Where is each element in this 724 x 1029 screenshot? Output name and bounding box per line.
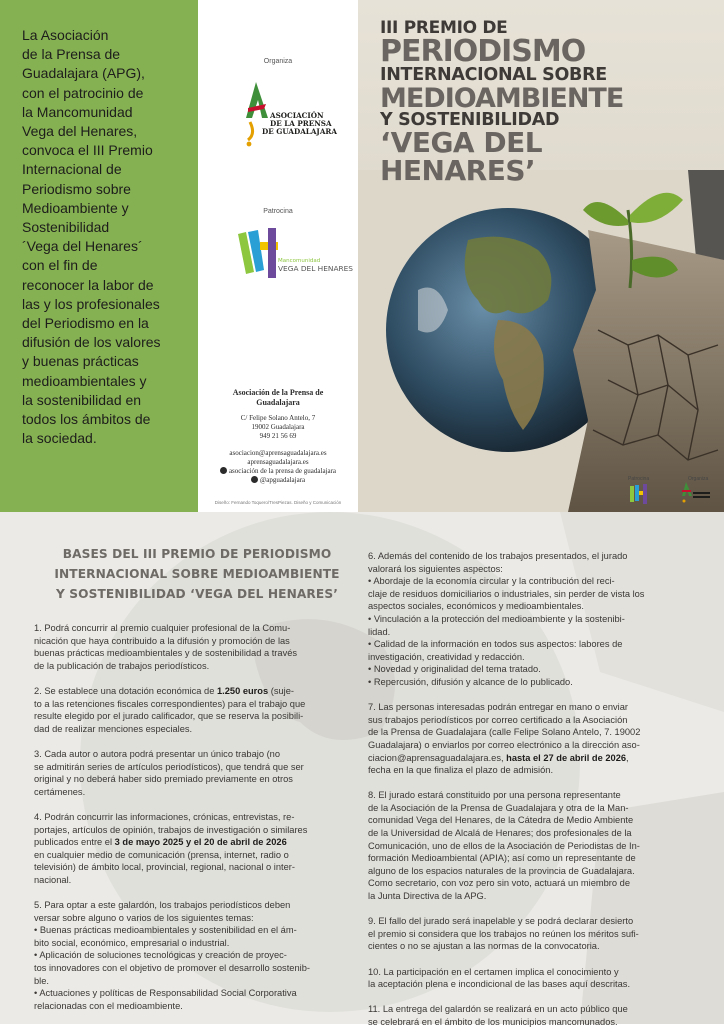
text-run: (suje-	[268, 685, 294, 696]
list-item: • Novedad y originalidad del tema tratado.	[368, 664, 541, 675]
text-line: 4. Podrán concurrir las informaciones, crónicas, entrevistas, re-	[34, 811, 295, 822]
vh-logo-text: VEGA DEL HENARES	[278, 264, 353, 273]
base-3	[34, 748, 354, 798]
email-link[interactable]: asociacion@aprensaguadalajara.es	[229, 449, 327, 457]
text-line: 11. La entrega del galardón se realizará en un acto público que	[368, 1004, 628, 1015]
intro-line: reconocer la labor de	[22, 276, 154, 293]
brochure-front	[0, 0, 724, 512]
poster-panel	[358, 0, 724, 512]
base-8	[368, 789, 692, 902]
intro-line: todos los ámbitos de	[22, 411, 151, 428]
intro-line: del Periodismo en la	[22, 315, 149, 332]
text-line: fecha en la que finaliza el plazo de admisión.	[368, 765, 554, 776]
organiza-label: Organiza	[263, 58, 293, 65]
intro-line: difusión de los valores	[22, 334, 161, 351]
prize-amount: 1.250 euros	[216, 685, 269, 696]
patrocina-label: Patrocina	[263, 208, 293, 215]
list-item: • Repercusión, difusión y alcance de lo publicado.	[368, 676, 573, 687]
base-11	[368, 1003, 692, 1028]
text-run: publicados entre el	[34, 837, 115, 848]
text-line: 6. Además del contenido de los trabajos presentados, el jurado	[368, 551, 628, 561]
apg-logo	[236, 78, 337, 148]
text-line: de la publicación de trabajos periodísticos.	[34, 660, 210, 671]
list-item: • Aplicación de soluciones tecnológicas y creación de proyec-	[34, 950, 287, 961]
bases-left-column	[34, 622, 354, 1012]
poster-patrocina-label: Patrocina	[628, 476, 650, 482]
base-1	[34, 622, 354, 672]
poster-title-line: III PREMIO DE	[380, 18, 508, 38]
text-line: to a las retenciones fiscales correspondientes) para el trabajo que	[34, 698, 306, 709]
intro-line: ´Vega del Henares´	[22, 238, 143, 255]
text-line: el premio si considera que los trabajos no reúnen los méritos sufi-	[368, 928, 639, 939]
x-handle: @apguadalajara	[259, 476, 306, 484]
poster-title-line: ‘VEGA DEL HENARES’	[380, 126, 543, 187]
text-line: 7. Las personas interesadas podrán entregar en mano o enviar	[368, 702, 628, 713]
poster-title-line: PERIODISMO	[380, 34, 586, 69]
intro-line: de la Prensa de	[22, 46, 121, 63]
bases-title	[40, 544, 354, 604]
text-line: de la Asociación de la Prensa de Guadalajara y otra de la Man-	[368, 802, 629, 813]
deadline-date: hasta el 27 de abril de 2026	[506, 752, 627, 763]
poster-apg-logo	[680, 480, 712, 504]
list-item: • Actuaciones y políticas de Responsabilidad Social Corporativa	[34, 988, 297, 999]
text-line: comunidad Vega del Henares, de la Cátedra de Medio Ambiente	[368, 815, 634, 826]
text-line: aspectos sociales, económicos y medioambientales.	[368, 601, 585, 612]
contact-title-line: Guadalajara	[256, 398, 300, 407]
apg-logo-line: DE LA PRENSA	[270, 119, 332, 128]
intro-line: la sostenibilidad en	[22, 391, 142, 408]
text-line: 3. Cada autor o autora podrá presentar un único trabajo (no	[34, 748, 281, 759]
address-line: 19002 Guadalajara	[251, 423, 305, 431]
apg-logo-line: ASOCIACIÓN	[270, 111, 324, 120]
bases-title-line: INTERNACIONAL SOBRE MEDIOAMBIENTE	[54, 567, 340, 581]
text-line: formación Medioambiental (APIA); así como un representante de	[368, 853, 636, 864]
list-item: • Vinculación a la protección del medioambiente y la sostenibi-	[368, 613, 625, 624]
intro-line: con el fin de	[22, 257, 98, 274]
contact-title-line: Asociación de la Prensa de	[232, 388, 324, 397]
intro-line: Internacional de	[22, 161, 122, 178]
x-link[interactable]	[198, 476, 358, 485]
list-item: • Buenas prácticas medioambientales y sostenibilidad en el ám-	[34, 925, 297, 936]
text-line: claje de residuos domiciliarios o industriales, sin perder de vista los	[368, 588, 645, 599]
text-line: cientes o no se ajustan a las normas de la convocatoria.	[368, 941, 600, 952]
intro-line: la sociedad.	[22, 430, 97, 447]
facebook-handle: asociación de la prensa de guadalajara	[228, 467, 337, 475]
text-line: televisión) de ámbito local, provincial, regional, nacional o inter-	[34, 862, 295, 873]
design-credits: Diseño: Fernando Toquero/TresPiezas. Diseño y Comunicación	[214, 500, 342, 505]
text-line: de la Universidad de Alcalá de Henares; dos profesionales de la	[368, 828, 632, 839]
text-line: nicación que haya contribuido a la difusión y promoción de las	[34, 635, 290, 646]
text-line: 8. El jurado estará constituido por una persona representante	[368, 790, 621, 801]
text-line: la aceptación plena e incondicional de las bases aquí descritas.	[368, 979, 631, 990]
contact-title	[198, 388, 358, 408]
text-line: bito social, económico, empresarial o industrial.	[34, 937, 230, 948]
base-5	[34, 899, 354, 1012]
text-line: Como secretario, con voz pero sin voto, actuará un miembro de	[368, 878, 630, 889]
text-line: 10. La participación en el certamen implica el conocimiento y	[368, 966, 619, 977]
intro-line: convoca el III Premio	[22, 142, 153, 159]
text-line: relacionadas con el medioambiente.	[34, 1000, 183, 1011]
poster-title-line: INTERNACIONAL SOBRE	[380, 65, 607, 85]
apg-logo-dot	[247, 142, 252, 147]
intro-line: Periodismo sobre	[22, 180, 131, 197]
text-line: resulte elegido por el jurado calificador, que se reserva la posibili-	[34, 711, 304, 722]
submission-email[interactable]: ciacion@aprensaguadalajara.es,	[368, 752, 507, 763]
bases-title-line: Y SOSTENIBILIDAD ‘VEGA DEL HENARES’	[56, 587, 338, 601]
intro-line: con el patrocinio de	[22, 84, 144, 101]
contact-address	[198, 414, 358, 441]
intro-line: y buenas prácticas	[22, 353, 139, 370]
text-line: portajes, artículos de opinión, trabajos de investigación o similares	[34, 824, 308, 835]
base-10	[368, 966, 692, 991]
text-line: nacional.	[34, 874, 72, 885]
phone-number: 949 21 56 69	[259, 432, 297, 440]
intro-line: las y los profesionales	[22, 295, 160, 312]
text-line: lidad.	[368, 626, 391, 637]
text-line: Comunicación, uno de ellos de la Asociación de Periodistas de In-	[368, 840, 640, 851]
apg-logo-line: DE GUADALAJARA	[262, 127, 337, 136]
base-7	[368, 701, 692, 777]
text-line: ble.	[34, 975, 49, 986]
intro-line: Medioambiente y	[22, 199, 129, 216]
bases-section	[0, 512, 724, 1027]
bases-right-column	[368, 550, 692, 1029]
intro-panel	[0, 0, 198, 512]
text-line: se celebrará en el ámbito de los municipios mancomunados.	[368, 1016, 618, 1027]
text-run: 2. Se establece una dotación económica de	[34, 685, 217, 696]
poster-title-line: MEDIOAMBIENTE	[380, 82, 624, 114]
text-line: 5. Para optar a este galardón, los trabajos periodísticos deben	[34, 900, 291, 911]
intro-line: Vega del Henares,	[22, 123, 138, 140]
text-line: Guadalajara) o enviarlos por correo electrónico a la dirección aso-	[368, 739, 640, 750]
facebook-link[interactable]	[198, 467, 358, 476]
text-line: se admitirán series de artículos periodísticos), que tendrá que ser	[34, 761, 304, 772]
vh-logo-small: Mancomunidad	[278, 258, 321, 264]
apg-logo-a-mark	[246, 82, 268, 118]
text-line: tos innovadores con el objetivo de promover el desarrollo sostenib-	[34, 963, 310, 974]
intro-line: Guadalajara (APG),	[22, 65, 145, 82]
list-item: • Calidad de la información en todos sus aspectos: labores de	[368, 639, 623, 650]
intro-line: La Asociación	[22, 27, 109, 43]
bases-title-line: BASES DEL III PREMIO DE PERIODISMO	[62, 547, 332, 561]
list-item: • Abordaje de la economía circular y la contribución del reci-	[368, 576, 615, 587]
base-4	[34, 811, 354, 887]
text-line: 9. El fallo del jurado será inapelable y se podrá declarar desierto	[368, 916, 634, 927]
text-line: sus trabajos periodísticos por correo certificado a la Asociación	[368, 714, 628, 725]
poster-illustration	[358, 170, 724, 512]
text-line	[34, 685, 354, 698]
apg-logo-swash	[248, 122, 253, 140]
address-line: C/ Felipe Solano Antelo, 7	[240, 414, 316, 422]
text-line: en cualquier medio de comunicación (prensa, internet, radio o	[34, 849, 289, 860]
text-line	[368, 752, 692, 765]
base-9	[368, 915, 692, 953]
text-line: de la Prensa de Guadalajara (calle Felipe Solano Antelo, 7. 19002	[368, 727, 641, 738]
vega-del-henares-logo	[238, 228, 353, 282]
poster-organiza-label: Organiza	[688, 476, 709, 482]
text-line: buenas prácticas medioambientales y de sostenibilidad a través	[34, 648, 298, 659]
organiser-panel	[198, 0, 358, 512]
intro-text	[22, 26, 192, 448]
poster-vh-logo	[630, 484, 656, 504]
facebook-icon	[220, 467, 227, 474]
eligibility-dates: 3 de mayo 2025 y el 20 de abril de 2026	[114, 837, 287, 848]
poster-title	[380, 20, 700, 185]
text-line: original y no deberá haber sido premiado previamente en otros	[34, 774, 293, 785]
text-line: versar sobre alguno o varios de los siguientes temas:	[34, 912, 254, 923]
x-icon	[251, 476, 258, 483]
vh-logo-shape-purple	[268, 228, 276, 278]
base-6	[368, 550, 692, 689]
text-line	[34, 836, 354, 849]
contact-web	[198, 449, 358, 485]
text-line: la Junta Directiva de la APG.	[368, 891, 487, 902]
base-2	[34, 685, 354, 735]
text-line: investigación, creatividad y redacción.	[368, 651, 525, 662]
intro-line: la Mancomunidad	[22, 103, 133, 120]
intro-line: Sostenibilidad	[22, 219, 110, 236]
text-line: certámenes.	[34, 786, 86, 797]
poster-title-line: Y SOSTENIBILIDAD	[380, 109, 560, 130]
text-line: 1. Podrá concurrir al premio cualquier profesional de la Comu-	[34, 623, 291, 633]
text-run: ,	[626, 752, 629, 763]
intro-line: medioambientales y	[22, 372, 147, 389]
text-line: alguno de los espacios naturales de la provincia de Guadalajara.	[368, 865, 635, 876]
website-link[interactable]: aprensaguadalajara.es	[247, 458, 309, 466]
text-line: valorará los siguientes aspectos:	[368, 563, 503, 574]
text-line: dad de realizar menciones especiales.	[34, 723, 193, 734]
